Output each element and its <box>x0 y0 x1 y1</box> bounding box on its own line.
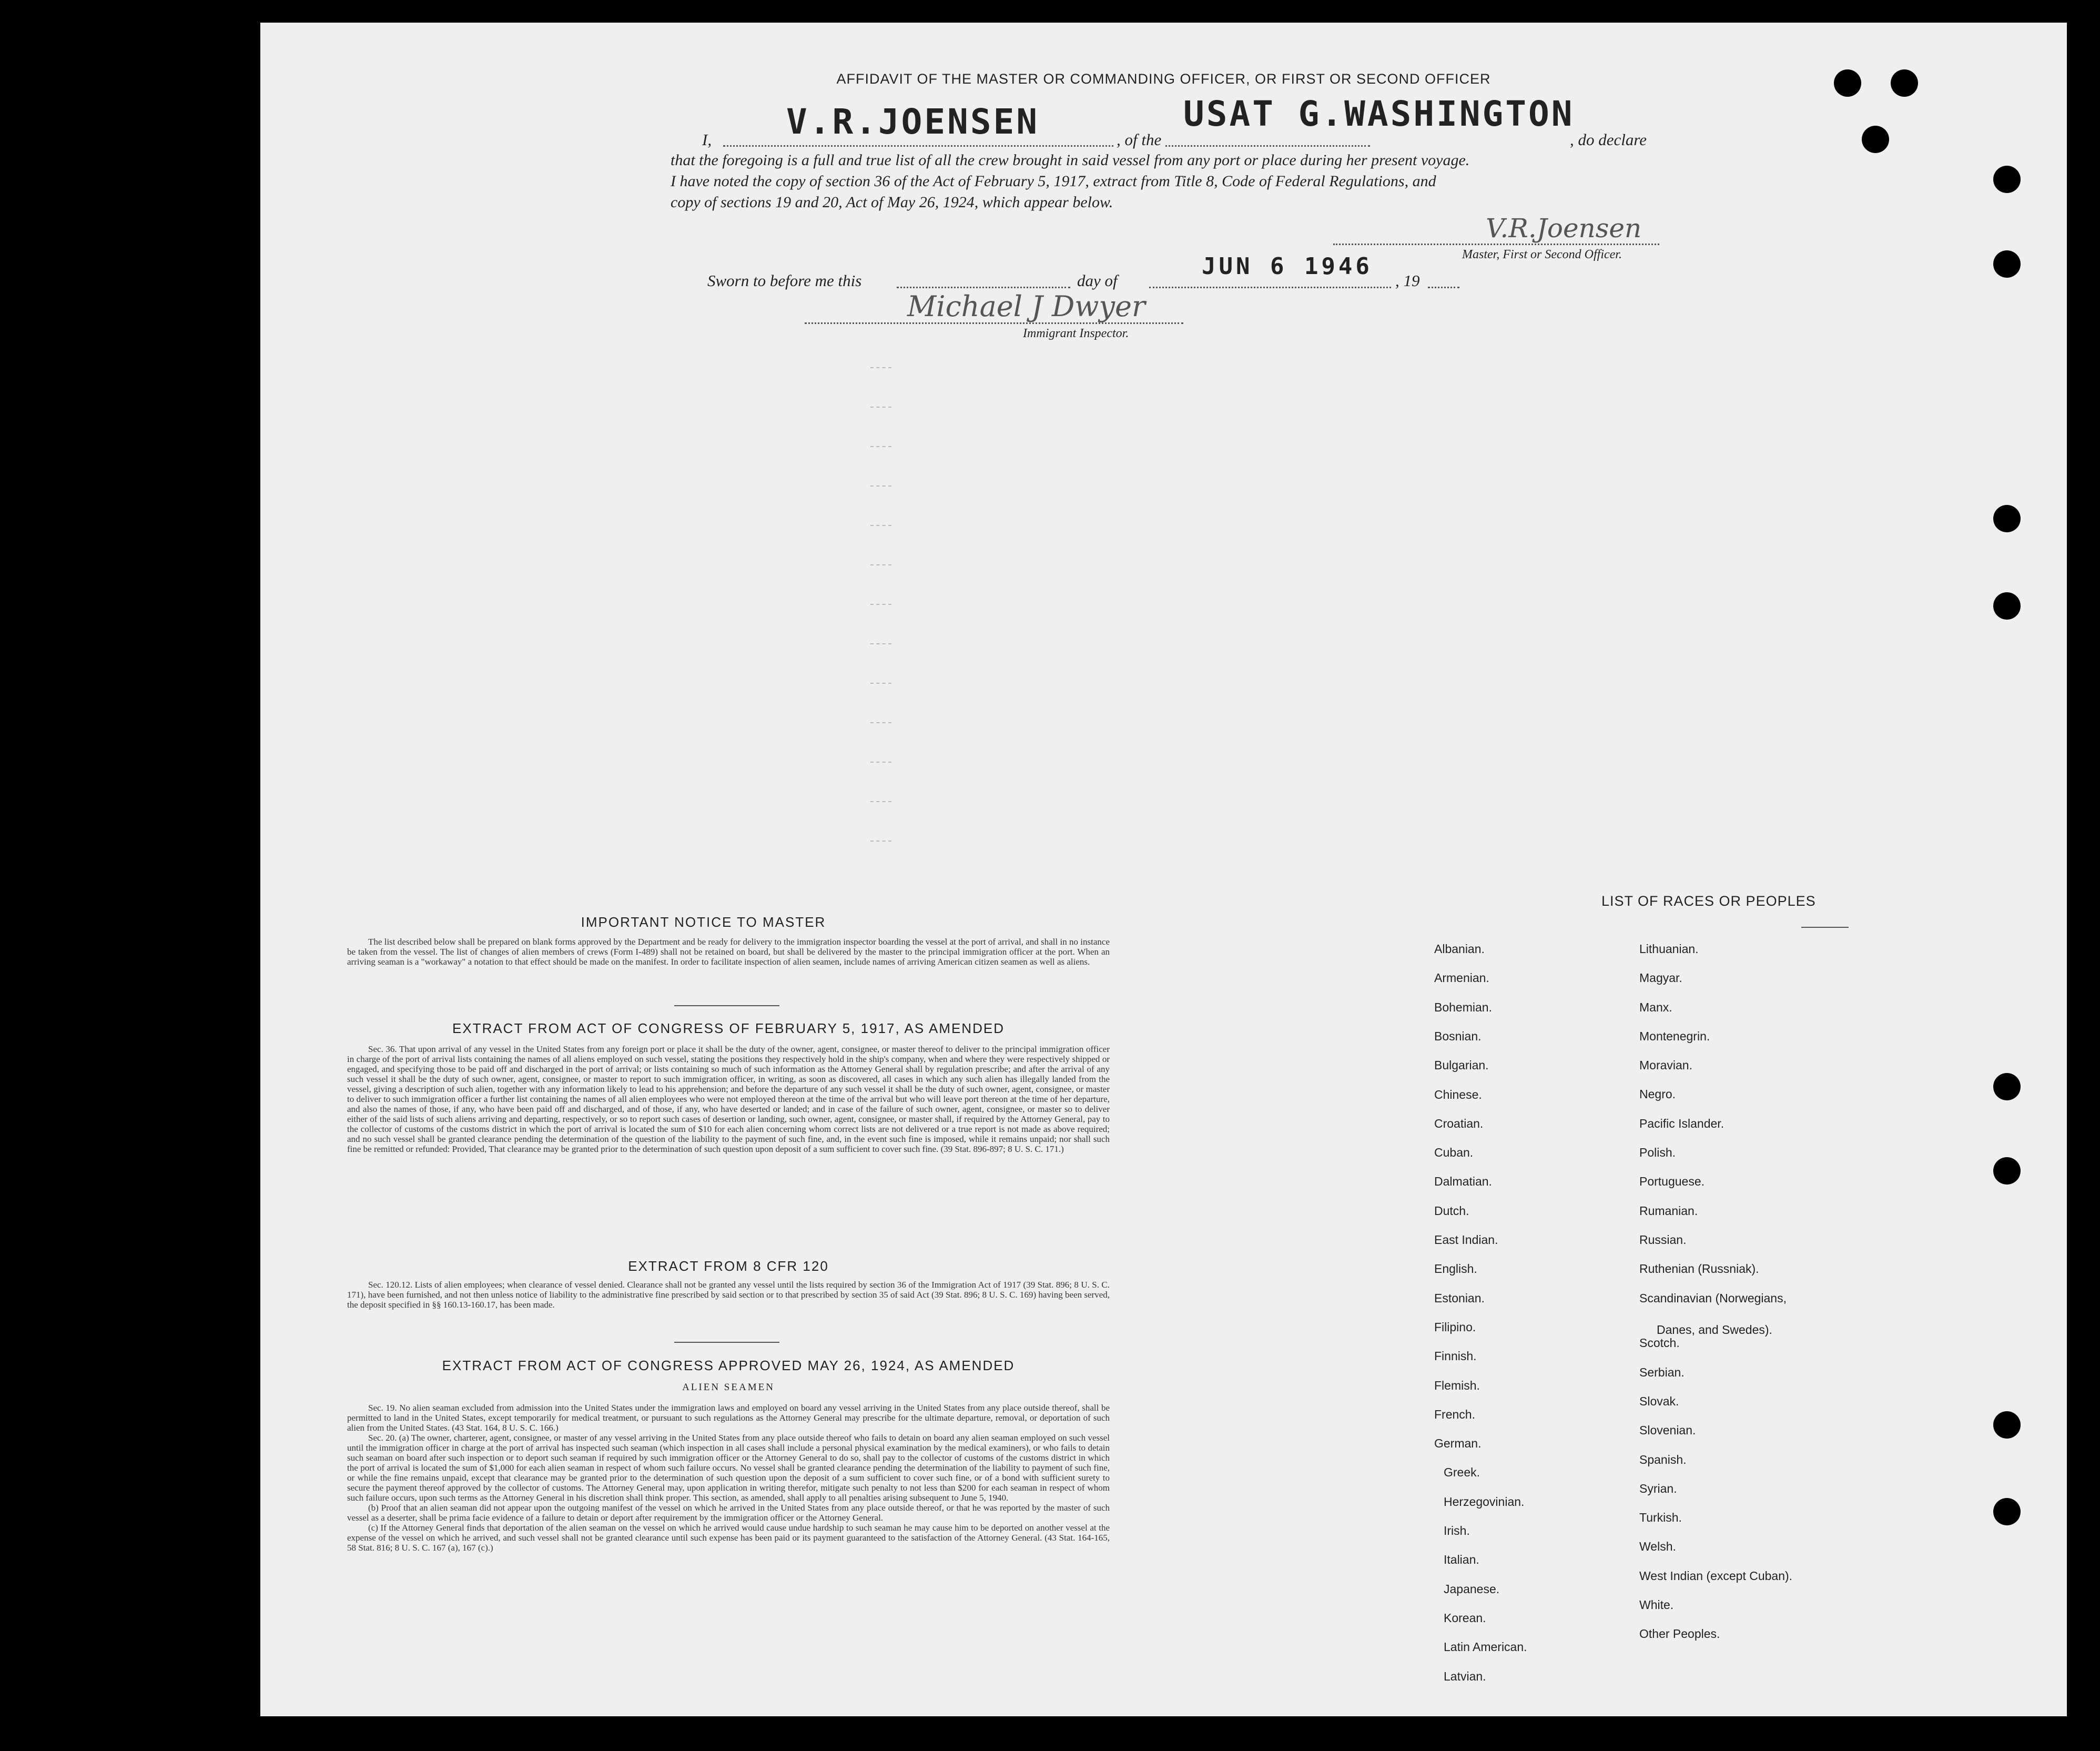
affidavit-title: AFFIDAVIT OF THE MASTER OR COMMANDING OFFICER, OR FIRST OR SECOND OFFICER <box>836 71 1491 87</box>
bleed-mark <box>870 801 891 802</box>
bleed-mark <box>870 722 891 723</box>
bleed-mark <box>870 446 891 447</box>
race-item: Japanese. <box>1444 1582 1500 1596</box>
bleed-mark <box>870 564 891 565</box>
race-item: Serbian. <box>1639 1365 1685 1379</box>
race-item: Irish. <box>1444 1524 1470 1537</box>
extract1917-text <box>347 1044 1110 1154</box>
race-item: White. <box>1639 1598 1674 1612</box>
form-sheet <box>260 23 2067 1716</box>
race-item: German. <box>1434 1436 1482 1450</box>
race-item: Dutch. <box>1434 1204 1469 1218</box>
master-caption: Master, First or Second Officer. <box>1462 248 1622 261</box>
race-item: Ruthenian (Russniak). <box>1639 1262 1759 1276</box>
race-item: Danes, and Swedes). <box>1657 1323 1772 1337</box>
race-item: Moravian. <box>1639 1058 1692 1072</box>
race-item: Greek. <box>1444 1465 1480 1479</box>
punch-hole <box>1993 250 2021 278</box>
extract1924-subheading: ALIEN SEAMEN <box>682 1382 775 1393</box>
race-item: Welsh. <box>1639 1540 1676 1553</box>
affidavit-line1-prefix: I, <box>702 130 712 149</box>
race-item: Croatian. <box>1434 1117 1484 1130</box>
affidavit-body-line3: I have noted the copy of section 36 of the Act of February 5, 1917, extract from Title 8, Code of Federal Regulations, and <box>671 173 1436 190</box>
race-item: Spanish. <box>1639 1453 1687 1466</box>
bleed-mark <box>870 841 891 842</box>
race-item: Bohemian. <box>1434 1000 1492 1014</box>
punch-hole <box>1993 505 2021 532</box>
bleed-mark <box>870 367 891 368</box>
race-item: Montenegrin. <box>1639 1029 1710 1043</box>
race-item: Armenian. <box>1434 971 1489 985</box>
race-item: Estonian. <box>1434 1291 1485 1305</box>
race-item: Lithuanian. <box>1639 942 1699 956</box>
master-name-stamp: V.R.JOENSEN <box>786 102 1040 142</box>
bleed-mark <box>870 683 891 684</box>
race-item: Russian. <box>1639 1233 1687 1247</box>
races-heading: LIST OF RACES OR PEOPLES <box>1601 893 1816 909</box>
sworn-day-rule <box>897 287 1070 288</box>
race-item: Manx. <box>1639 1000 1672 1014</box>
sworn-month-rule <box>1149 287 1391 288</box>
affidavit-body-line2: that the foregoing is a full and true list of all the crew brought in said vessel from any port or place during her present voyage. <box>671 151 1470 169</box>
separator <box>1801 927 1849 928</box>
race-item: Rumanian. <box>1639 1204 1698 1218</box>
bleed-mark <box>870 407 891 408</box>
race-item: East Indian. <box>1434 1233 1498 1247</box>
sec20c-paragraph: (c) If the Attorney General finds that deportation of the alien seaman on the vessel on which he arrived would cause undue hardship to such seaman he may cause him to be deported on another vessel at the expense of the vessel on which he arrived, and such vessel shall not be granted clearance until such expense has been paid or its payment guaranteed to the satisfaction of the Attorney General. (43 Stat. 164-165, 58 Stat. 816; 8 U. S. C. 167 (a), 167 (c).) <box>347 1523 1110 1553</box>
extract1917-heading: EXTRACT FROM ACT OF CONGRESS OF FEBRUARY 5, 1917, AS AMENDED <box>452 1020 1005 1036</box>
master-signature: V.R.Joensen <box>1486 213 1642 244</box>
extract1917-paragraph: Sec. 36. That upon arrival of any vessel in the United States from any foreign port or place it shall be the duty of the owner, agent, consignee, or master thereof to deliver to the principal immigration officer in charge of the port of arrival lists containing the names of all aliens employed on such vessel, stating the positions they respectively hold in the ship's company, when and where they were respectively shipped or engaged, and specifying those to be paid off and discharged in the port of arrival; or lists containing so much of such information as the Attorney General shall by regulation prescribe; and after the arrival of any such vessel it shall be the duty of such owner, agent, consignee, or master to report to such immigration officer, in writing, as soon as discovered, all cases in which any such alien has illegally landed from the vessel, giving a description of such alien, together with any information likely to lead to his apprehension; and before the departure of any such vessel it shall be the duty of such owner, agent, consignee, or master to deliver to such immigration officer a further list containing the names of all alien employees who were not employed thereon at the time of the arrival but who will leave port thereon at the time of her departure, and also the names of those, if any, who have been paid off and discharged, and of those, if any, who have deserted or landed; and in case of the failure of such owner, agent, consignee, or master so to deliver either of the said lists of such aliens arriving and departing, respectively, or so to report such cases of desertion or landing, such owner, agent, consignee, or master shall, if required by the Attorney General, pay to the collector of customs of the customs district in which the port of arrival is located the sum of $10 for each alien concerning whom correct lists are not delivered or a true report is not made as above required; and no such vessel shall be granted clearance pending the determination of the question of the liability to the payment of such fine, and, in the event such fine is imposed, while it remains unpaid; nor shall such fine be remitted or refunded: Provided, That clearance may be granted prior to the determination of such question upon deposit of a sum sufficient to cover such fine. (39 Stat. 896-897; 8 U. S. C. 171.) <box>347 1044 1110 1154</box>
race-item: Turkish. <box>1639 1511 1682 1524</box>
sec20a-paragraph: Sec. 20. (a) The owner, charterer, agent, consignee, or master of any vessel arriving in the United States from any place outside thereof who fails to detain on board any alien seaman employed on such vessel until the immigration officer in charge at the port of arrival has inspected such seaman (which inspection in all cases shall include a personal physical examination by the medical examiners), or who fails to detain such seaman on board after such inspection or to deport such seaman if required by such immigration officer or the Attorney General to do so, shall pay to the collector of customs of the customs district in which the port of arrival is located the sum of $1,000 for each alien seaman in respect of whom such failure occurs. No vessel shall be granted clearance pending the determination of the liability to payment of such fine, or while the fine remains unpaid, except that clearance may be granted prior to the determination of such question upon the deposit of a sum sufficient to cover such fine, or of a bond with sufficient surety to secure the payment thereof approved by the collector of customs. The Attorney General may, upon application in writing therefor, mitigate such penalty to not less than $200 for each seaman in respect of whom such failure occurs, upon such terms as the Attorney General in his discretion shall think proper. This section, as amended, shall apply to all penalties arising subsequent to June 5, 1940. <box>347 1433 1110 1503</box>
race-item: West Indian (except Cuban). <box>1639 1569 1793 1583</box>
race-item: Scandinavian (Norwegians, <box>1639 1291 1787 1305</box>
punch-hole <box>1993 1073 2021 1100</box>
race-item: French. <box>1434 1408 1475 1421</box>
race-item: Negro. <box>1639 1087 1676 1101</box>
bleed-mark <box>870 643 891 644</box>
race-item: Magyar. <box>1639 971 1682 985</box>
sworn-year-prefix: , 19 <box>1395 271 1420 290</box>
separator <box>674 1342 779 1343</box>
inspector-caption: Immigrant Inspector. <box>1023 327 1129 340</box>
race-item: Other Peoples. <box>1639 1627 1720 1641</box>
race-item: Pacific Islander. <box>1639 1117 1724 1130</box>
inspector-signature: Michael J Dwyer <box>907 290 1145 323</box>
vessel-name-stamp: USAT G.WASHINGTON <box>1183 94 1575 134</box>
race-item: Filipino. <box>1434 1320 1476 1334</box>
sworn-prefix: Sworn to before me this <box>707 271 862 290</box>
extractcfr-heading: EXTRACT FROM 8 CFR 120 <box>628 1258 829 1274</box>
bleed-mark <box>870 604 891 605</box>
race-item: Latin American. <box>1444 1640 1527 1654</box>
race-item: Korean. <box>1444 1611 1486 1625</box>
race-item: Polish. <box>1639 1146 1676 1159</box>
punch-hole <box>1862 126 1889 153</box>
race-item: Cuban. <box>1434 1146 1474 1159</box>
notice-text <box>347 937 1110 967</box>
punch-hole <box>1993 1498 2021 1525</box>
punch-hole <box>1993 166 2021 193</box>
race-item: Italian. <box>1444 1553 1479 1566</box>
bleed-mark <box>870 525 891 526</box>
punch-hole <box>1993 1411 2021 1439</box>
race-item: Scotch. <box>1639 1336 1680 1350</box>
race-item: Bulgarian. <box>1434 1058 1489 1072</box>
race-item: Latvian. <box>1444 1669 1486 1683</box>
extract1924-text <box>347 1403 1110 1553</box>
race-item: Syrian. <box>1639 1482 1677 1495</box>
race-item: Flemish. <box>1434 1379 1480 1392</box>
sworn-day-of: day of <box>1077 271 1118 290</box>
extractcfr-text <box>347 1280 1110 1310</box>
race-item: Chinese. <box>1434 1088 1482 1101</box>
race-item: Slovak. <box>1639 1394 1679 1408</box>
race-item: Finnish. <box>1434 1349 1477 1363</box>
name-rule <box>723 145 1370 147</box>
bleed-mark <box>870 485 891 487</box>
sworn-date-stamp: JUN 6 1946 <box>1202 253 1373 280</box>
affidavit-of-the: , of the <box>1113 130 1164 149</box>
extract1924-heading: EXTRACT FROM ACT OF CONGRESS APPROVED MAY 26, 1924, AS AMENDED <box>442 1358 1015 1373</box>
sec20b-paragraph: (b) Proof that an alien seaman did not appear upon the outgoing manifest of the vessel on which he arrived in the United States from any place outside thereof, or that he was reported by the master of such vessel as a deserter, shall be prima facie evidence of a failure to detain or deport after requirement by the immigration officer or the Attorney General. <box>347 1503 1110 1523</box>
race-item: Portuguese. <box>1639 1175 1705 1188</box>
race-item: English. <box>1434 1262 1477 1276</box>
sec19-paragraph: Sec. 19. No alien seaman excluded from admission into the United States under the immigration laws and employed on board any vessel arriving in the United States from any place outside thereof, shall be permitted to land in the United States, except temporarily for medical treatment, or pursuant to such regulations as the Attorney General may prescribe for the ultimate departure, removal, or deportation of such alien from the United States. (43 Stat. 164, 8 U. S. C. 166.) <box>347 1403 1110 1433</box>
extractcfr-paragraph: Sec. 120.12. Lists of alien employees; when clearance of vessel denied. Clearance shall not be granted any vessel until the lists required by section 36 of the Immigration Act of 1917 (39 Stat. 896; 8 U. S. C. 171), have been furnished, and not then unless notice of liability to the administrative fine prescribed by said section or to that prescribed by section 35 of said Act (39 Stat. 896; 8 U. S. C. 169) having been served, the deposit specified in §§ 160.13-160.17, has been made. <box>347 1280 1110 1310</box>
race-item: Slovenian. <box>1639 1423 1696 1437</box>
separator <box>674 1005 779 1006</box>
race-item: Dalmatian. <box>1434 1175 1492 1188</box>
sworn-year-rule <box>1428 287 1459 288</box>
master-signature-rule <box>1333 244 1659 245</box>
race-item: Albanian. <box>1434 942 1485 956</box>
bleed-mark <box>870 762 891 763</box>
punch-hole <box>1993 1157 2021 1185</box>
affidavit-line1-suffix: , do declare <box>1570 130 1647 149</box>
affidavit-body-line4: copy of sections 19 and 20, Act of May 26, 1924, which appear below. <box>671 194 1113 211</box>
notice-paragraph: The list described below shall be prepared on blank forms approved by the Department and be ready for delivery to the immigration inspector boarding the vessel at the port of arrival, and shall in no instance be taken from the vessel. The list of changes of alien members of crews (Form I-489) shall not be retained on board, but shall be delivered by the master to the principal immigration officer at the port. When an arriving seaman is a "workaway" a notation to that effect should be made on the manifest. In order to facilitate inspection of alien seamen, include names of arriving American citizen seamen as well as aliens. <box>347 937 1110 967</box>
race-item: Herzegovinian. <box>1444 1495 1525 1509</box>
punch-hole <box>1993 592 2021 620</box>
notice-heading: IMPORTANT NOTICE TO MASTER <box>581 914 826 930</box>
race-item: Bosnian. <box>1434 1029 1482 1043</box>
